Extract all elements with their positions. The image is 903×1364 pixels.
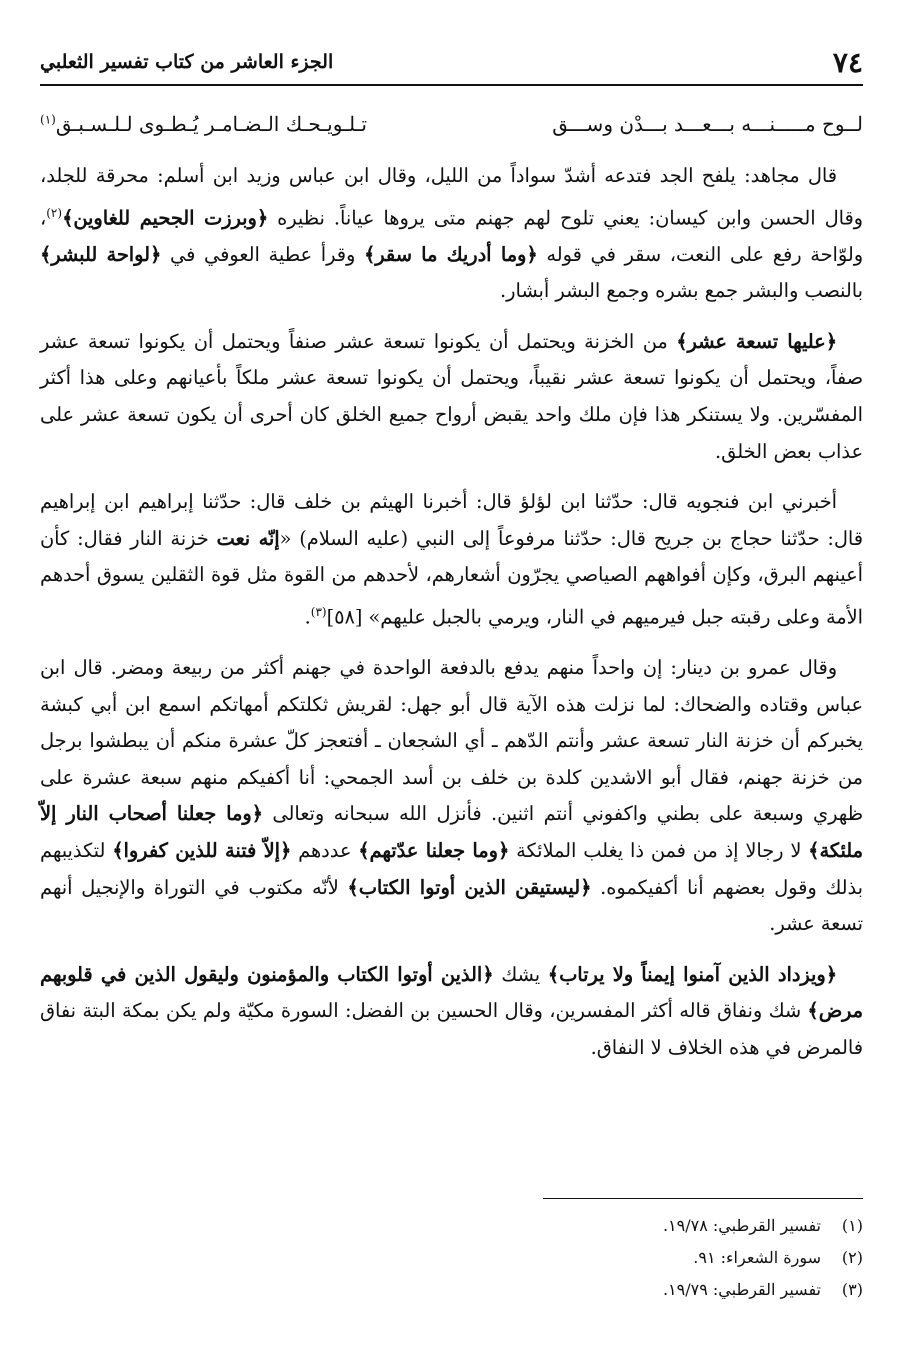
paragraph [40, 484, 863, 636]
quran-quote: ﴿وبرزت الجحيم للغاوين﴾ [62, 206, 269, 230]
text-run: ، ولوّاحة رفع على النعت، سقر في قوله [40, 206, 863, 266]
verse-first-hemistich: لــوح مـــــنـــه بـــعـــد بـــدْن وســـق [552, 112, 863, 136]
main-text [40, 158, 863, 1081]
footnote-text: سورة الشعراء: ٩١. [693, 1248, 821, 1267]
text-run: . [304, 605, 311, 629]
verse-second-hemistich-text: تـلـويـحـك الـضـامـر يُـطـوى لـلـسـبـق [55, 112, 367, 136]
poetry-verse [40, 104, 863, 144]
quran-quote: ﴿لواحة للبشر﴾ [40, 242, 162, 266]
text-run: وقال عمرو بن دينار: إن واحداً منهم يدفع بالدفعة الواحدة في جهنم أكثر من ربيعة ومضر. قال ابن عباس وقتاده والضحاك: لما نزلت هذه الآية قال أبو جهل: لقريش ثكلتكم أمهاتكم اسمع ابن أبي كبشة يخبركم أن خزنة النار تسعة عشر وأنتم الدّهم ـ أي الشجعان ـ أفتعجز كلّ عشرة منكم أن يبطشوا برجل من خزنة جهنم، فقال أبو الاشدين كلدة بن خلف بن أسد الجمحي: أنا أكفيكم منهم سبعة عشرة على ظهري وسبعة على بطني واكفوني أنتم اثنين. فأنزل الله سبحانه وتعالى [40, 655, 864, 826]
quran-quote: ﴿وما جعلنا عدّتهم﴾ [358, 838, 510, 862]
text-run: بالنصب والبشر جمع بشره وجمع البشر أبشار. [500, 279, 863, 303]
paragraph [40, 158, 863, 310]
footnote-number: (١) [841, 1216, 863, 1235]
footnote [40, 1274, 863, 1306]
text-run: لا رجالا إذ من فمن ذا يغلب الملائكة [509, 838, 809, 862]
quran-quote: ﴿ليستيقن الذين أوتوا الكتاب﴾ [347, 875, 592, 899]
text-run: شك ونفاق قاله أكثر المفسرين، وقال الحسين بن الفضل: السورة مكيّة ولم يكن بمكة البتة نفاق فالمرض في هذه الخلاف لا النفاق. [40, 999, 863, 1059]
footnote-ref: (١) [40, 112, 56, 127]
quran-quote: ﴿إلاّ فتنة للذين كفروا﴾ [112, 838, 292, 862]
footnote [40, 1210, 863, 1242]
text-run: عددهم [291, 838, 359, 862]
footnotes [40, 1210, 863, 1306]
text-run: من الخزنة ويحتمل أن يكونوا تسعة عشر صنفاً ويحتمل أن يكونوا تسعة عشر صفاً، ويحتمل أن يكونوا تسعة عشر نقيباً، ويحتمل أن يكونوا تسعة عشر ملكاً بأعيانهم وعلى هذا أكثر المفسّرين. ولا يستنكر هذا فإن ملك واحد يقبض أرواح جميع الخلق كان أحرى أن يكون تسعة عشر على عذاب بعض الخلق. [40, 329, 863, 463]
text-run: قال مجاهد: يلفح الجد فتدعه أشدّ سواداً من الليل، وقال ابن عباس وزيد ابن أسلم: محرقة للجلد، وقال الحسن وابن كيسان: يعني تلوح لهم جهنم متى يروها عياناً. نظيره [40, 164, 863, 230]
footnote-ref: (٣) [310, 604, 327, 619]
quran-quote: ﴿ويزداد الذين آمنوا إيمناً ولا يرتاب﴾ [547, 962, 838, 986]
page-number: ٧٤ [832, 45, 863, 79]
quran-quote: ﴿عليها تسعة عشر﴾ [676, 329, 837, 353]
paragraph [40, 957, 863, 1067]
paragraph [40, 324, 863, 470]
quran-quote: ﴿وما أدريك ما سقر﴾ [364, 242, 538, 266]
text-run: خزنة النار فقال: كأن أعينهم البرق، وكإن أفواههم الصياصي يجرّون أشعارهم، لأحدهم من القوة مثل قوة الثقلين يسوق أحدهم الأمة وعلى رقبته جبل فيرميهم في النار، ويرمي بالجبل عليهم» [٥٨] [40, 526, 863, 629]
footnote-number: (٢) [841, 1248, 863, 1267]
page-header [40, 40, 863, 86]
quran-quote: ﴿الذين أوتوا الكتاب والمؤمنون وليقول الذين في قلوبهم مرض﴾ [40, 962, 863, 1023]
text-run: لتكذيبهم بذلك وقول بعضهم أنا أكفيكموه. [40, 838, 863, 899]
footnote-ref: (٢) [46, 205, 63, 220]
hadith-emphasis: إنّه نعت [216, 526, 280, 550]
footnote [40, 1242, 863, 1274]
text-run: يشك [493, 962, 548, 986]
verse-second-hemistich [40, 112, 367, 136]
quran-quote: ﴿وما جعلنا أصحاب النار إلاّ ملئكة﴾ [40, 802, 863, 862]
text-run: لأنّه مكتوب في التوراة والإنجيل أنهم تسعة عشر. [40, 875, 863, 936]
footnote-text: تفسير القرطبي: ١٩/٧٨. [662, 1216, 821, 1235]
footnote-text: تفسير القرطبي: ١٩/٧٩. [662, 1280, 821, 1299]
footnote-number: (٣) [841, 1280, 863, 1299]
footnote-divider [543, 1198, 863, 1199]
running-title: الجزء العاشر من كتاب تفسير الثعلبي [40, 51, 334, 73]
text-run: وقرأ عطية العوفي في [161, 242, 364, 266]
text-run: أخبرني ابن فنجويه قال: حدّثنا ابن لؤلؤ قال: أخبرنا الهيثم بن خلف قال: حدّثنا إبراهيم ابن إبراهيم قال: حدّثنا حجاج بن جريح قال: حدّثنا مرفوعاً إلى النبي (عليه السلام) « [40, 490, 863, 550]
paragraph [40, 650, 863, 943]
